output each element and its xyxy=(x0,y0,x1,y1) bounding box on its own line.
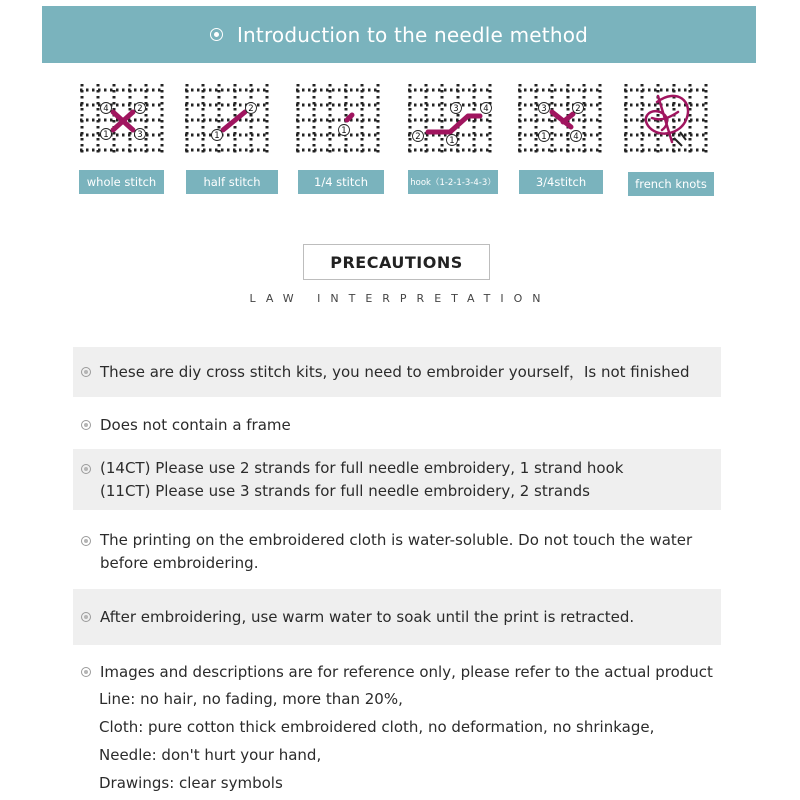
stitch-number-marker xyxy=(101,129,112,141)
stitch-hook xyxy=(406,82,492,158)
label-hook-stitch: hook（1-2-1-3-4-3） xyxy=(408,170,498,194)
stitch-number-marker xyxy=(212,130,223,142)
note-text: before embroidering. xyxy=(100,554,259,572)
stitch-number-marker xyxy=(447,135,458,147)
stitch-quarter xyxy=(294,82,380,158)
stitch-number-marker xyxy=(101,103,112,115)
stitch-french-knots xyxy=(622,82,708,158)
header-title: Introduction to the needle method xyxy=(236,22,589,47)
stitch-number-marker xyxy=(135,103,146,115)
label-whole-stitch: whole stitch xyxy=(79,170,164,194)
note-text: After embroidering, use warm water to soak until the print is retracted. xyxy=(100,607,635,626)
circle-bullet-icon xyxy=(81,667,91,677)
svg-text:4: 4 xyxy=(103,104,109,115)
stitch-number-marker xyxy=(481,103,492,115)
law-interpretation-subtitle: LAW INTERPRETATION xyxy=(249,292,551,305)
circle-bullet-icon xyxy=(81,536,91,546)
stitch-number-marker xyxy=(539,103,550,115)
svg-text:3: 3 xyxy=(137,130,143,141)
note-row-4 xyxy=(73,527,721,577)
label-three-quarter-stitch: 3/4stitch xyxy=(519,170,603,194)
circle-bullet-icon xyxy=(81,464,91,474)
svg-text:4: 4 xyxy=(573,132,579,143)
stitch-half xyxy=(183,82,269,158)
note-row-6 xyxy=(73,662,721,797)
stitch-number-marker xyxy=(539,131,550,143)
svg-text:1: 1 xyxy=(214,131,220,142)
note-text: Needle: don't hurt your hand, xyxy=(99,746,322,764)
svg-text:3: 3 xyxy=(541,104,547,115)
label-quarter-stitch: 1/4 stitch xyxy=(298,170,384,194)
svg-text:2: 2 xyxy=(248,104,254,115)
svg-text:1: 1 xyxy=(449,136,455,147)
precautions-title: PRECAUTIONS xyxy=(303,244,490,280)
note-text: Does not contain a frame xyxy=(100,415,291,434)
note-text: Line: no hair, no fading, more than 20%, xyxy=(99,690,403,708)
stitch-three-quarter xyxy=(516,82,602,158)
svg-text:2: 2 xyxy=(415,132,421,143)
stitch-number-marker xyxy=(246,103,257,115)
quarter-stitch-diagram-icon xyxy=(294,82,380,158)
stitch-number-marker xyxy=(451,103,462,115)
stitch-number-marker xyxy=(413,131,424,143)
note-text: (14CT) Please use 2 strands for full needle embroidery, 1 strand hook xyxy=(100,458,624,477)
note-row-3 xyxy=(73,449,721,510)
note-row-1 xyxy=(73,347,721,397)
svg-text:1: 1 xyxy=(341,126,347,137)
note-text: Cloth: pure cotton thick embroidered cloth, no deformation, no shrinkage, xyxy=(99,718,655,736)
half-stitch-diagram-icon xyxy=(183,82,269,158)
stitch-number-marker xyxy=(571,131,582,143)
note-first-line xyxy=(81,663,713,681)
hook-stitch-diagram-icon xyxy=(406,82,492,158)
svg-text:1: 1 xyxy=(541,132,547,143)
note-text: Drawings: clear symbols xyxy=(99,774,283,792)
stitch-number-marker xyxy=(339,125,350,137)
whole-stitch-diagram-icon xyxy=(78,82,164,158)
stitch-diagrams xyxy=(0,82,800,202)
circle-bullet-icon xyxy=(81,367,91,377)
note-text: (11CT) Please use 3 strands for full needle embroidery, 2 strands xyxy=(100,481,590,500)
note-row-5 xyxy=(73,589,721,645)
svg-text:4: 4 xyxy=(483,104,489,115)
note-text: Images and descriptions are for reference only, please refer to the actual product xyxy=(100,663,713,681)
three-quarter-stitch-diagram-icon xyxy=(516,82,602,158)
note-text: These are diy cross stitch kits, you need to embroider yourself，Is not finished xyxy=(100,362,690,381)
stitch-whole xyxy=(78,82,164,158)
header-banner xyxy=(42,6,756,63)
french-knot-diagram-icon xyxy=(622,82,708,158)
circle-bullet-icon xyxy=(81,420,91,430)
circle-bullet-icon xyxy=(210,28,223,41)
stitch-number-marker xyxy=(135,129,146,141)
label-french-knots: french knots xyxy=(628,172,714,196)
circle-bullet-icon xyxy=(81,612,91,622)
stitch-number-marker xyxy=(573,103,584,115)
svg-text:3: 3 xyxy=(453,104,459,115)
svg-text:2: 2 xyxy=(575,104,581,115)
label-half-stitch: half stitch xyxy=(186,170,278,194)
svg-text:1: 1 xyxy=(103,130,109,141)
note-text: The printing on the embroidered cloth is water-soluble. Do not touch the water xyxy=(100,531,693,549)
note-row-2 xyxy=(73,411,721,439)
svg-text:2: 2 xyxy=(137,104,143,115)
